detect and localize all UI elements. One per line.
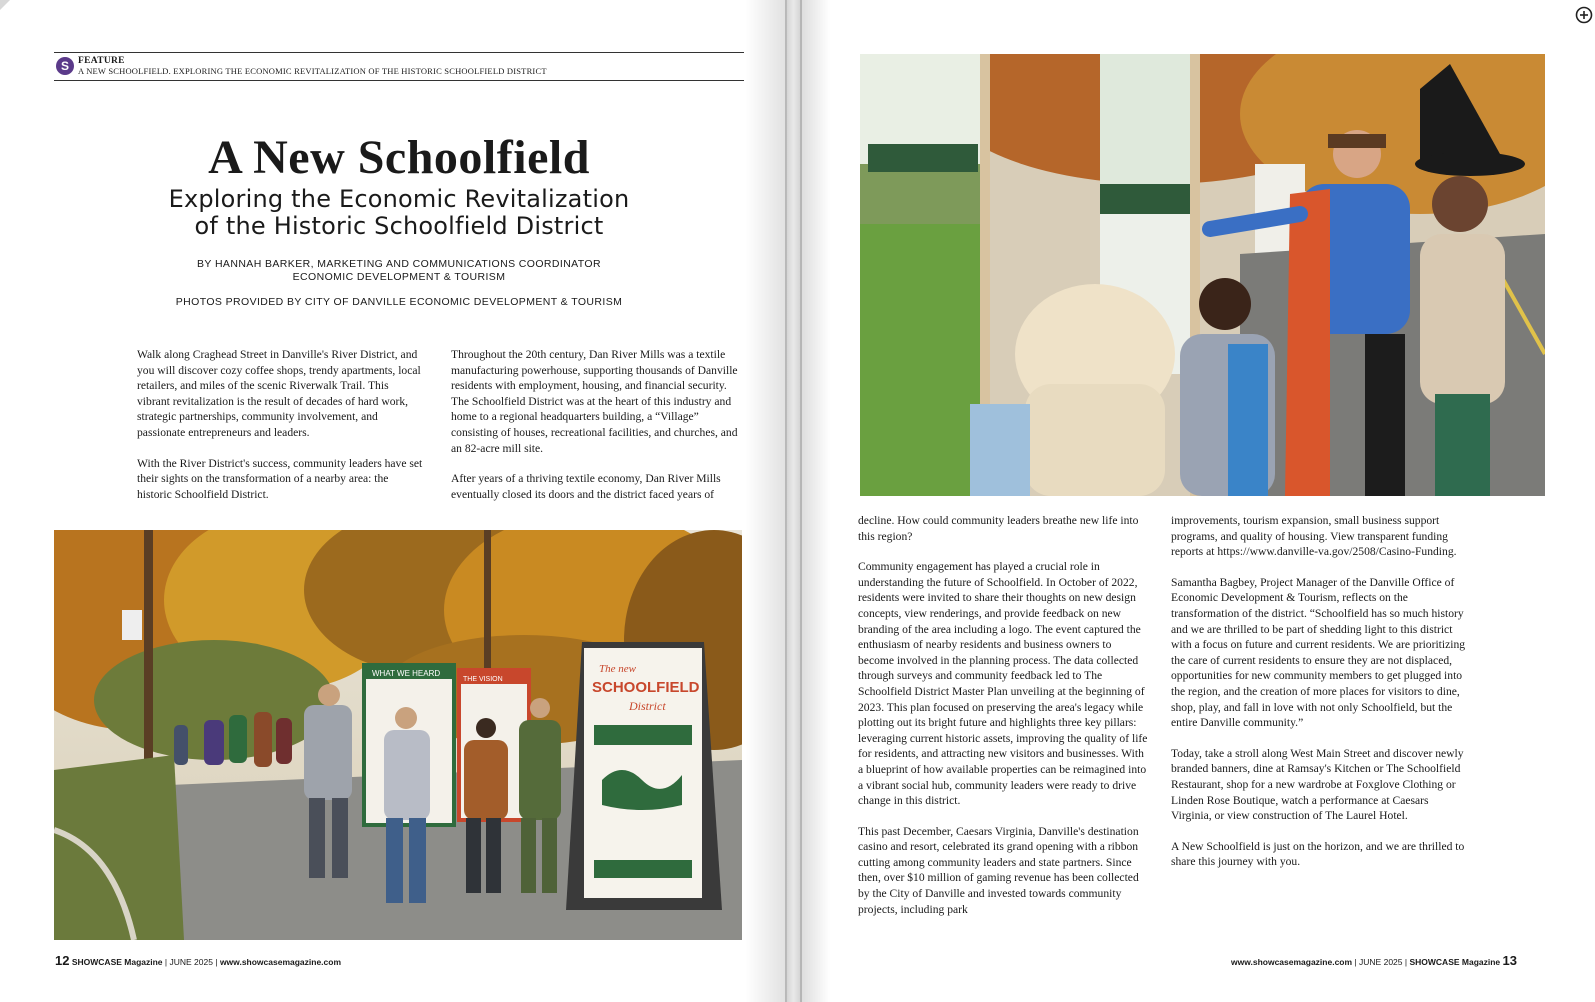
paragraph: Samantha Bagbey, Project Manager of the Danville Office of Economic Development & Tourism, reflects on the transformation of the district. “Schoolfield has so much history and we are thrilled to be part of shedding light to this district with a focus on future and current residents. We are prioritizing the care of current residents to ensure they are not displaced, opportunities for new community members to get plugged into the region, and the creation of more places for visitors to dine, shop, play, and fall in love with not only Schoolfield, but the entire Danville community.” (1171, 575, 1466, 730)
spine-shadow-right (800, 0, 830, 1002)
footer-magazine: SHOWCASE Magazine (1409, 957, 1501, 967)
article-subtitle-line1: Exploring the Economic Revitalization (168, 185, 630, 213)
footer-magazine: SHOWCASE Magazine (71, 957, 163, 967)
footer-site: www.showcasemagazine.com (219, 957, 342, 967)
footer-date: JUNE 2025 (169, 957, 213, 967)
paragraph: Community engagement has played a crucial role in understanding the future of Schoolfield. In October of 2022, residents were invited to share their thoughts on new design concepts, view renderings, and provide feedback on new branding of the area including a logo. The event captured the enthusiasm of nearby residents and business owners to become involved in the planning process. The data collected through surveys and community feedback led to The Schoolfield District Master Plan unveiling at the beginning of 2023. This plan focused on preserving the area's legacy while plotting out its bright future and highlights three key pillars: leveraging current historic assets, improving the quality of life for residents, and attracting new visitors and businesses. With a blueprint of how available properties can be reimagined into a vibrant social hub, community leaders were ready to drive change in this district. (858, 560, 1148, 808)
sign-line1: The new (599, 663, 636, 675)
byline (54, 258, 744, 284)
footer-separator: | (164, 957, 168, 967)
byline-line1: BY HANNAH BARKER, MARKETING AND COMMUNICATIONS COORDINATOR (197, 258, 601, 270)
zoom-in-icon[interactable] (1575, 6, 1593, 24)
byline-line2: ECONOMIC DEVELOPMENT & TOURISM (292, 271, 506, 283)
board-label-heard: WHAT WE HEARD (372, 669, 441, 678)
sign-line2: SCHOOLFIELD (592, 679, 700, 696)
footer-separator: | (1354, 957, 1357, 967)
article-subtitle-line2: of the Historic Schoolfield District (194, 212, 604, 240)
paragraph: Throughout the 20th century, Dan River Mills was a textile manufacturing powerhouse, supporting thousands of Danville residents with employment, housing, and financial security. The Schoolfield District was at the heart of this industry and home to a regional headquarters building, a “Village” consisting of houses, recreational facilities, and churches, and an 82-acre mill site. (451, 348, 738, 455)
footer-right (1231, 953, 1517, 968)
paragraph: decline. How could community leaders breathe new life into this region? (858, 514, 1139, 543)
footer-left (55, 953, 341, 968)
community-engagement-illustration (860, 54, 1545, 496)
footer-separator: | (1404, 957, 1408, 967)
event-street-photo (54, 530, 742, 940)
section-kicker: FEATURE (78, 56, 125, 66)
paragraph: After years of a thriving textile economy, Dan River Mills eventually closed its doors and the district faced years of (451, 472, 721, 501)
paragraph: This past December, Caesars Virginia, Danville's destination casino and resort, celebrated its grand opening with a ribbon cutting among community leaders and state partners. Since then, over $10 million of gaming revenue has been collected by the City of Danville and invested towards community projects, including park (858, 824, 1139, 916)
page-corner-fold[interactable] (0, 0, 10, 10)
paragraph: A New Schoolfield is just on the horizon, and we are thrilled to share this journey with you. (1171, 839, 1465, 869)
paragraph: Walk along Craghead Street in Danville's River District, and you will discover cozy coffee shops, trendy apartments, local retailers, and miles of the scenic Riverwalk Trail. This vibrant revitalization is the result of decades of hard work, strategic partnerships, community involvement, and passionate entrepreneurs and leaders. (137, 348, 421, 439)
right-column-2 (1171, 513, 1466, 885)
event-street-illustration (54, 530, 742, 940)
article-subtitle (54, 186, 744, 240)
paragraph: With the River District's success, community leaders have set their sights on the transformation of a nearby area: the historic Schoolfield District. (137, 456, 423, 501)
spine-shadow-left (745, 0, 787, 1002)
board-label-vision: THE VISION (463, 676, 503, 683)
paragraph: improvements, tourism expansion, small business support programs, and quality of housing. View transparent funding reports at https://www.danville-va.gov/2508/Casino-Funding. (1171, 514, 1457, 559)
article-title: A New Schoolfield (208, 131, 590, 184)
page-left (0, 0, 785, 1002)
sign-line3: District (629, 699, 666, 713)
left-column-2 (451, 347, 742, 517)
left-column-1 (137, 347, 424, 517)
showcase-logo-icon: S (56, 57, 74, 75)
page-number: 13 (1502, 953, 1517, 968)
footer-site: www.showcasemagazine.com (1230, 957, 1353, 967)
section-header (54, 52, 744, 81)
footer-separator: | (215, 957, 218, 967)
community-engagement-photo (860, 54, 1545, 496)
section-subtitle: A NEW SCHOOLFIELD. EXPLORING THE ECONOMIC REVITALIZATION OF THE HISTORIC SCHOOLFIELD DISTRICT (78, 66, 547, 76)
right-column-1 (858, 513, 1150, 932)
page-number: 12 (55, 953, 70, 968)
footer-date: JUNE 2025 (1359, 957, 1403, 967)
paragraph: Today, take a stroll along West Main Street and discover newly branded banners, dine at Ramsay's Kitchen or The Schoolfield Restaurant, shop for a new wardrobe at Foxglove Clothing or Linden Rose Boutique, watch a performance at Caesars Virginia, or view construction of The Laurel Hotel. (1171, 746, 1464, 823)
photo-credit: PHOTOS PROVIDED BY CITY OF DANVILLE ECONOMIC DEVELOPMENT & TOURISM (175, 296, 623, 308)
